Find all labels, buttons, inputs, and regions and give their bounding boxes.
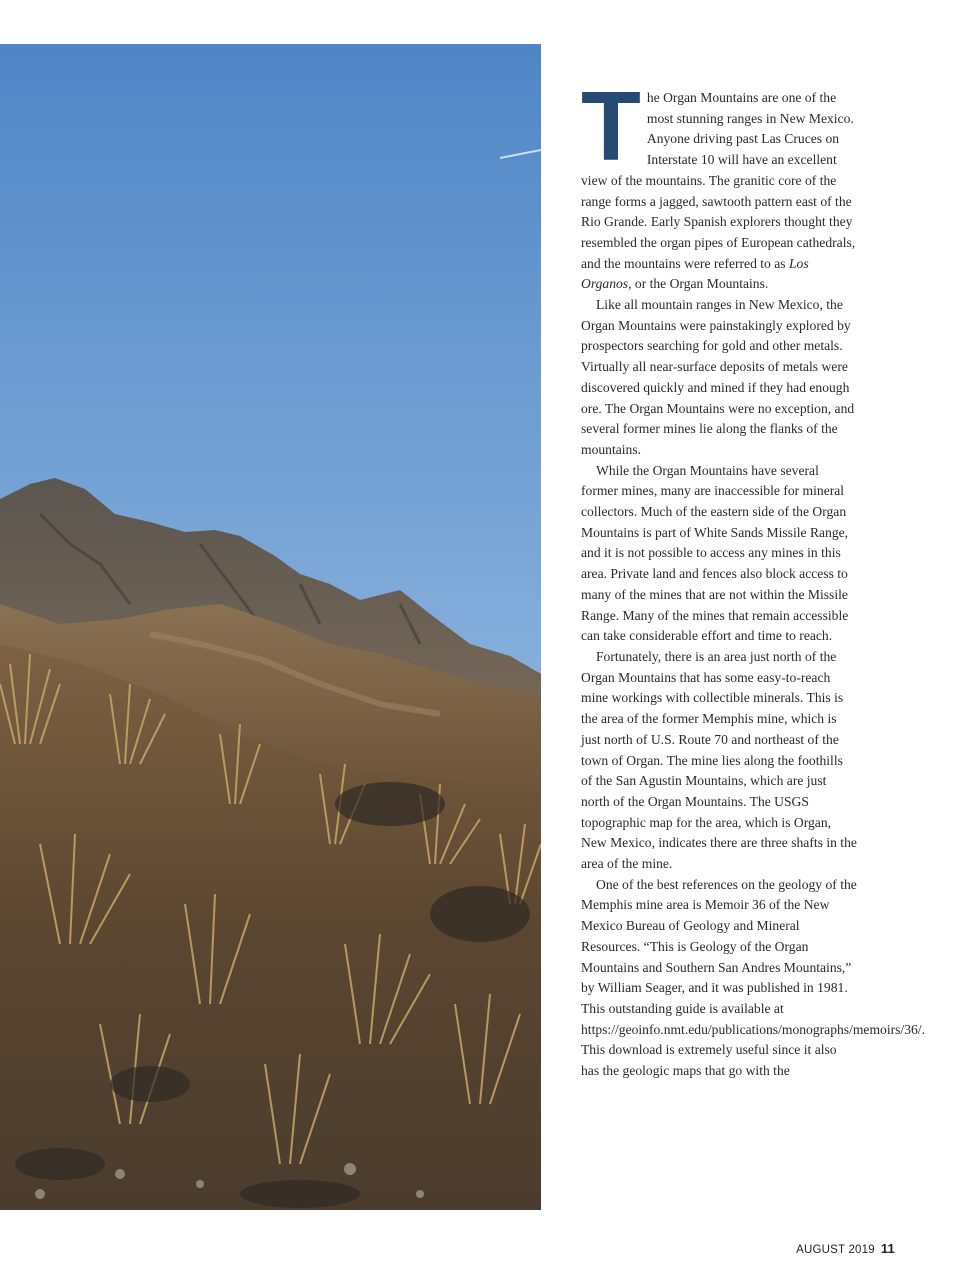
paragraph-1-text-b: , or the Organ Mountains. [628,276,769,292]
paragraph-3: While the Organ Mountains have several former mines, many are inaccessible for mineral collectors. Much of the eastern side of the Organ Mountains is part of White Sands Missile Range, and it is not possible to access any mines in this area. Private land and fences also block access to many of the mines that are not within the Missile Range. Many of the mines that remain accessible can take considerable effort and time to reach. [581,462,849,644]
paragraph-2: Like all mountain ranges in New Mexico, the Organ Mountains were painstakingly explored by prospectors searching for gold and other metals. Virtually all near-surface deposits of metals were discovered quickly and mined if they had enough ore. The Organ Mountains were no exception, and several former mines lie along the flanks of the mountains. [581,297,855,457]
page-folio [796,1241,895,1256]
paragraph-5: One of the best references on the geology of the Memphis mine area is Memoir 36 of the New Mexico Bureau of Geology and Mineral Resources. “This is Geology of the Organ Mountains and Southern San Andres Mountains,” by William Seager, and it was published in 1981. This outstanding guide is available at https://geoinfo.nmt.edu/publications/monographs/memoirs/36/. This download is extremely useful since it also has the geologic maps that go with the [581,876,925,1079]
paragraph-1-text-a: he Organ Mountains are one of the most stunning ranges in New Mexico. Anyone driving past Las Cruces on Interstate 10 will have an excellent view of the mountains. The granitic core of the range forms a jagged, sawtooth pattern east of the Rio Grande. Early Spanish explorers thought they resembled the organ pipes of European cathedrals, and the mountains were referred to as [581,90,856,271]
drop-cap: T [581,71,639,181]
paragraph-1-italic: Los Organos [581,255,809,292]
issue-date: AUGUST 2019 [796,1244,875,1256]
page-number: 11 [880,1241,895,1256]
mountain-photo [0,44,541,1210]
paragraph-1 [581,71,857,295]
paragraph-4: Fortunately, there is an area just north of the Organ Mountains that has some easy-to-reach mine workings with collectible minerals. This is the area of the former Memphis mine, which is just north of U.S. Route 70 and northeast of the town of Organ. The mine lies along the foothills of the San Agustin Mountains, which are just north of the Organ Mountains. The USGS topographic map for the area, which is Organ, New Mexico, indicates there are three shafts in the area of the mine. [581,648,857,872]
article-column [581,71,925,1082]
